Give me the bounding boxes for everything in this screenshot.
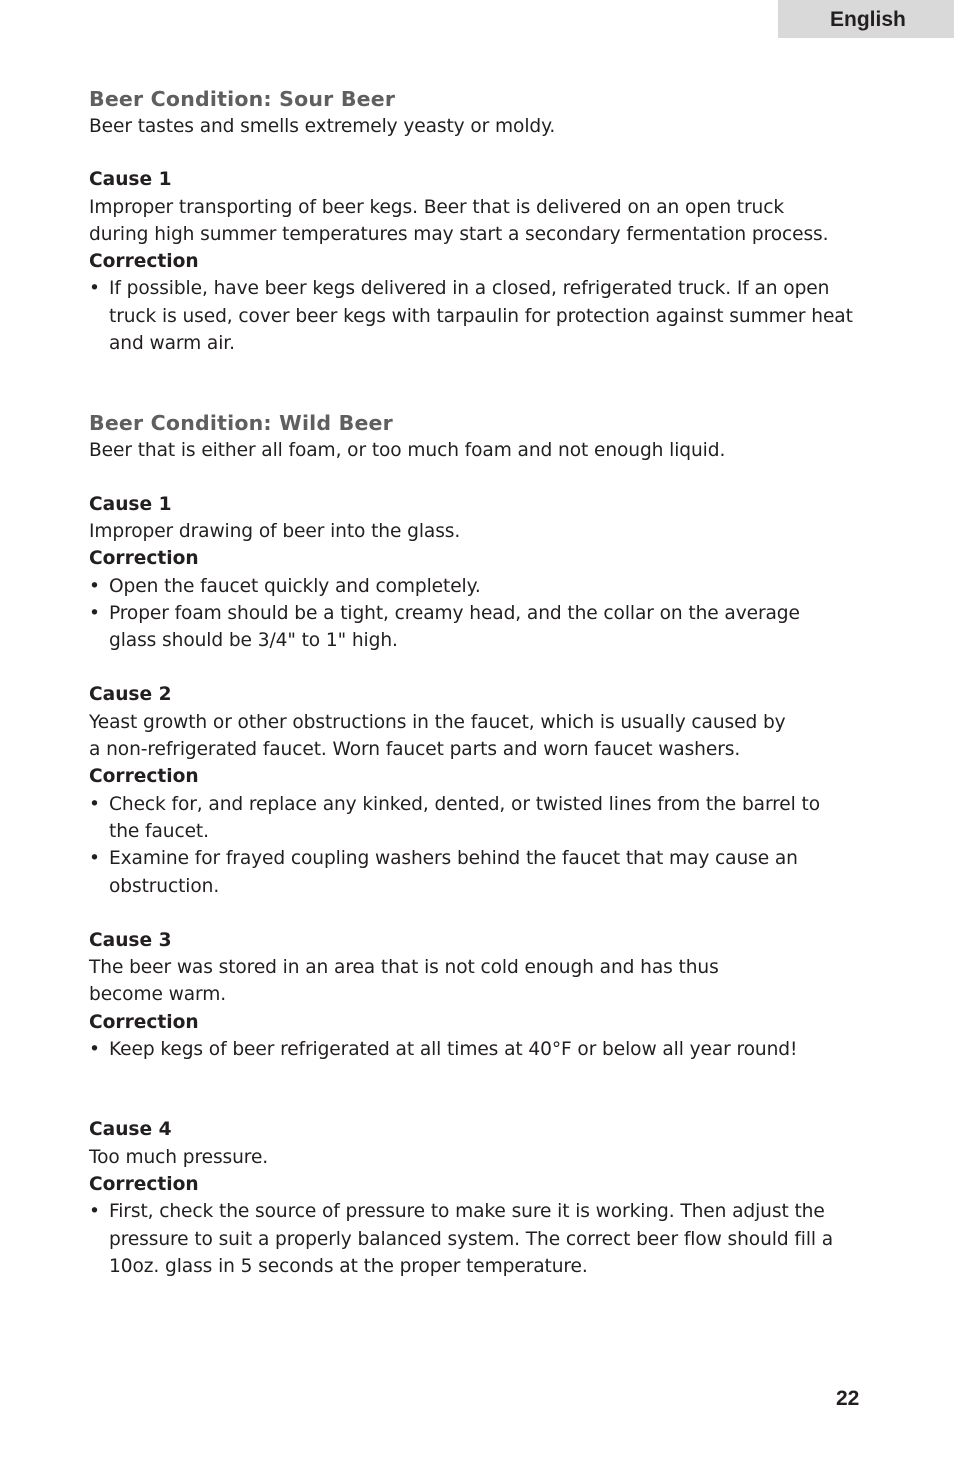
correction-bullet — [89, 275, 879, 357]
bullet-line: Proper foam should be a tight, creamy head, and the collar on the average — [109, 602, 800, 624]
cause-text-line: Yeast growth or other obstructions in the faucet, which is usually caused by — [89, 711, 786, 733]
correction-bullet — [89, 573, 879, 600]
cause-label: Cause 1 — [89, 169, 172, 191]
bullet-line: First, check the source of pressure to make sure it is working. Then adjust the — [109, 1201, 825, 1223]
correction-label: Correction — [89, 1011, 199, 1033]
correction-label: Correction — [89, 251, 199, 273]
bullet-dot: • — [89, 278, 100, 300]
page-number: 22 — [836, 1387, 860, 1410]
correction-label: Correction — [89, 548, 199, 570]
bullet-line: and warm air. — [109, 333, 235, 355]
bullet-line: truck is used, cover beer kegs with tarpaulin for protection against summer heat — [109, 305, 853, 327]
cause-label: Cause 1 — [89, 493, 172, 515]
correction-label: Correction — [89, 766, 199, 788]
language-tab: English — [778, 0, 954, 38]
bullet-line: glass should be 3/4" to 1" high. — [109, 630, 398, 652]
cause-text-line: during high summer temperatures may start a secondary fermentation process. — [89, 223, 829, 245]
bullet-line: Open the faucet quickly and completely. — [109, 575, 481, 597]
bullet-dot: • — [89, 1039, 100, 1061]
bullet-line: Examine for frayed coupling washers behind the faucet that may cause an — [109, 848, 798, 870]
section-title: Beer Condition: Sour Beer — [89, 87, 396, 111]
bullet-line: pressure to suit a properly balanced system. The correct beer flow should fill a — [109, 1228, 834, 1250]
cause-label: Cause 2 — [89, 684, 172, 706]
correction-bullet — [89, 1036, 879, 1063]
cause-block — [89, 681, 879, 899]
section-description: Beer that is either all foam, or too much foam and not enough liquid. — [89, 440, 726, 462]
correction-bullet — [89, 1198, 879, 1280]
cause-label: Cause 4 — [89, 1119, 172, 1141]
bullet-line: Check for, and replace any kinked, dented, or twisted lines from the barrel to — [109, 793, 820, 815]
cause-block — [89, 491, 879, 655]
bullet-dot: • — [89, 575, 100, 597]
section-title: Beer Condition: Wild Beer — [89, 411, 393, 436]
section-sour-beer — [89, 86, 879, 357]
section-wild-beer — [89, 410, 879, 1280]
bullet-line: If possible, have beer kegs delivered in a closed, refrigerated truck. If an open — [109, 278, 830, 300]
bullet-line: 10oz. glass in 5 seconds at the proper temperature. — [109, 1255, 588, 1277]
bullet-line: obstruction. — [109, 875, 220, 897]
cause-block — [89, 166, 879, 357]
bullet-line: Keep kegs of beer refrigerated at all times at 40°F or below all year round! — [109, 1039, 798, 1061]
page-content — [89, 86, 879, 1280]
bullet-dot: • — [89, 602, 100, 624]
cause-text-line: become warm. — [89, 984, 227, 1006]
cause-text-line: Too much pressure. — [89, 1146, 269, 1168]
correction-bullet — [89, 600, 879, 655]
bullet-dot: • — [89, 848, 100, 870]
cause-block — [89, 927, 879, 1063]
correction-bullet — [89, 791, 879, 846]
correction-label: Correction — [89, 1173, 199, 1195]
bullet-line: the faucet. — [109, 820, 209, 842]
bullet-dot: • — [89, 793, 100, 815]
cause-text-line: a non-refrigerated faucet. Worn faucet parts and worn faucet washers. — [89, 739, 741, 761]
cause-text-line: The beer was stored in an area that is not cold enough and has thus — [89, 957, 719, 979]
cause-block — [89, 1116, 879, 1280]
bullet-dot: • — [89, 1201, 100, 1223]
correction-bullet — [89, 845, 879, 900]
cause-label: Cause 3 — [89, 929, 172, 951]
cause-text-line: Improper drawing of beer into the glass. — [89, 520, 461, 542]
section-description: Beer tastes and smells extremely yeasty or moldy. — [89, 116, 556, 137]
cause-text-line: Improper transporting of beer kegs. Beer that is delivered on an open truck — [89, 196, 785, 218]
